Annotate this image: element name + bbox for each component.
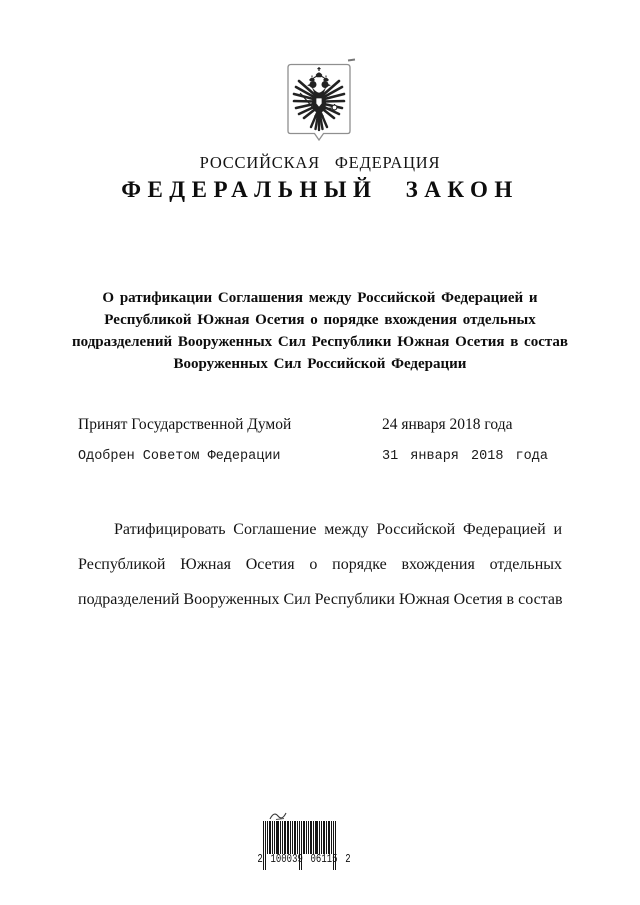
double-headed-eagle-icon <box>286 63 352 143</box>
approved-date: 31 января 2018 года <box>382 449 548 464</box>
coat-of-arms-emblem <box>286 63 352 143</box>
body-paragraph <box>78 512 562 617</box>
scan-artifact <box>348 59 355 62</box>
adopted-date: 24 января 2018 года <box>382 416 513 433</box>
barcode <box>257 810 351 872</box>
law-type-heading: ФЕДЕРАЛЬНЫЙ ЗАКОН <box>121 177 519 202</box>
law-title <box>72 287 568 375</box>
body-line: подразделений Вооруженных Сил Республики Южная Осетия в состав <box>78 591 563 608</box>
approved-label: Одобрен Советом Федерации <box>78 449 281 464</box>
body-line: Ратифицировать Соглашение между Российской Федерацией и <box>114 521 562 538</box>
law-title-line: Вооруженных Сил Российской Федерации <box>173 356 467 372</box>
country-heading: РОССИЙСКАЯ ФЕДЕРАЦИЯ <box>199 153 441 172</box>
law-title-line: Республикой Южная Осетия о порядке вхождения отдельных <box>104 312 536 328</box>
law-title-line: подразделений Вооруженных Сил Республики Южная Осетия в состав <box>72 334 569 350</box>
law-title-line: О ратификации Соглашения между Российской Федерацией и <box>102 290 538 306</box>
barcode-digits: 2 100039 06115 2 <box>257 853 351 866</box>
adopted-row <box>78 415 538 435</box>
adopted-label: Принят Государственной Думой <box>78 416 292 433</box>
printers-mark-icon <box>267 810 293 821</box>
body-line: Республикой Южная Осетия о порядке вхождения отдельных <box>78 556 562 573</box>
approved-row <box>78 447 548 467</box>
